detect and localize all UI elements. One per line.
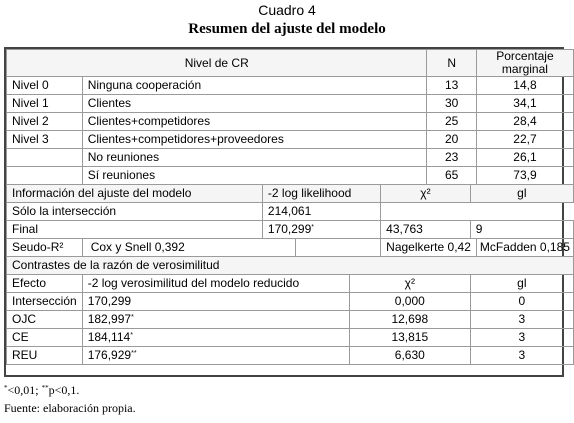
fit-intercept-gl: [470, 203, 573, 221]
fit-final-gl: 9: [470, 221, 573, 239]
table-caption-number: Cuadro 4: [258, 2, 316, 18]
lr-chi: 0,000: [349, 293, 470, 311]
cr-pct: 28,4: [476, 113, 573, 131]
header-porcentaje: Porcentaje marginal: [476, 50, 573, 77]
header-nivel-cr: Nivel de CR: [7, 50, 427, 77]
cr-pct: 73,9: [476, 167, 573, 185]
pseudo-r2-mcfadden: McFadden 0,185: [476, 239, 573, 257]
table-caption-title: Resumen del ajuste del modelo: [188, 21, 386, 37]
lr-row: [7, 293, 574, 311]
lr-gl: 0: [470, 293, 573, 311]
pseudo-r2-nagelkerte: Nagelkerte 0,42: [381, 239, 477, 257]
lr-gl: 3: [470, 329, 573, 347]
cr-n: 20: [427, 131, 476, 149]
cr-pct: 14,8: [476, 77, 573, 95]
fit-header-gl: gl: [470, 185, 573, 203]
lr-ll: 184,114*: [82, 329, 349, 347]
lr-row: [7, 311, 574, 329]
pseudo-r2-row: [7, 239, 574, 257]
fit-header-ll: -2 log likelihood: [262, 185, 380, 203]
cr-row: [7, 167, 574, 185]
cr-n: 65: [427, 167, 476, 185]
cr-label: Clientes+competidores+proveedores: [82, 131, 427, 149]
cr-row: [7, 95, 574, 113]
lr-effect: Intersección: [7, 293, 83, 311]
lr-header-effect: Efecto: [7, 275, 83, 293]
cr-level: Nivel 2: [7, 113, 83, 131]
cr-row: [7, 149, 574, 167]
cr-n: 13: [427, 77, 476, 95]
fit-header-chi: χ²: [381, 185, 471, 203]
pseudo-r2-label: Seudo-R²: [7, 239, 83, 257]
cr-row: [7, 77, 574, 95]
lr-ll: 182,997*: [82, 311, 349, 329]
cr-level: Nivel 3: [7, 131, 83, 149]
cr-level: [7, 149, 83, 167]
fit-final-row: [7, 221, 574, 239]
pseudo-r2-cox: Cox y Snell 0,392: [82, 239, 295, 257]
fit-final-label: Final: [7, 221, 263, 239]
fit-final-chi: 43,763: [381, 221, 471, 239]
cr-row: [7, 113, 574, 131]
lr-title-row: [7, 257, 574, 275]
lr-header-ll: -2 log verosimilitud del modelo reducido: [82, 275, 349, 293]
lr-gl: 3: [470, 347, 573, 365]
lr-header-row: [7, 275, 574, 293]
lr-ll: 176,929**: [82, 347, 349, 365]
cr-label: No reuniones: [82, 149, 427, 167]
cr-header-row: [7, 50, 574, 77]
cr-label: Ninguna cooperación: [82, 77, 427, 95]
cr-pct: 22,7: [476, 131, 573, 149]
lr-gl: 3: [470, 311, 573, 329]
cr-pct: 34,1: [476, 95, 573, 113]
lr-header-gl: gl: [470, 275, 573, 293]
fit-intercept-chi: [381, 203, 471, 221]
cr-label: Sí reuniones: [82, 167, 427, 185]
lr-chi: 12,698: [349, 311, 470, 329]
pseudo-r2-spacer: [295, 239, 380, 257]
lr-row: [7, 329, 574, 347]
cr-n: 23: [427, 149, 476, 167]
lr-title: Contrastes de la razón de verosimilitud: [7, 257, 574, 275]
fit-header-row: [7, 185, 574, 203]
fit-final-ll: 170,299*: [262, 221, 380, 239]
cr-row: [7, 131, 574, 149]
cr-n: 30: [427, 95, 476, 113]
fit-intercept-row: [7, 203, 574, 221]
cr-pct: 26,1: [476, 149, 573, 167]
cr-level: Nivel 1: [7, 95, 83, 113]
lr-header-chi: χ²: [349, 275, 470, 293]
cr-label: Clientes+competidores: [82, 113, 427, 131]
fit-header-info: Información del ajuste del modelo: [7, 185, 263, 203]
lr-row: [7, 347, 574, 365]
cr-n: 25: [427, 113, 476, 131]
cr-label: Clientes: [82, 95, 427, 113]
lr-effect: OJC: [7, 311, 83, 329]
lr-chi: 6,630: [349, 347, 470, 365]
fit-intercept-ll: 214,061: [262, 203, 380, 221]
lr-chi: 13,815: [349, 329, 470, 347]
lr-ll: 170,299: [82, 293, 349, 311]
cr-level: [7, 167, 83, 185]
fit-intercept-label: Sólo la intersección: [7, 203, 263, 221]
header-n: N: [427, 50, 476, 77]
model-fit-table: [6, 49, 574, 365]
footnote-source: Fuente: elaboración propia.: [4, 401, 136, 415]
lr-effect: REU: [7, 347, 83, 365]
lr-effect: CE: [7, 329, 83, 347]
cr-level: Nivel 0: [7, 77, 83, 95]
footnote-significance: *<0,01; **p<0,1.: [4, 383, 80, 397]
